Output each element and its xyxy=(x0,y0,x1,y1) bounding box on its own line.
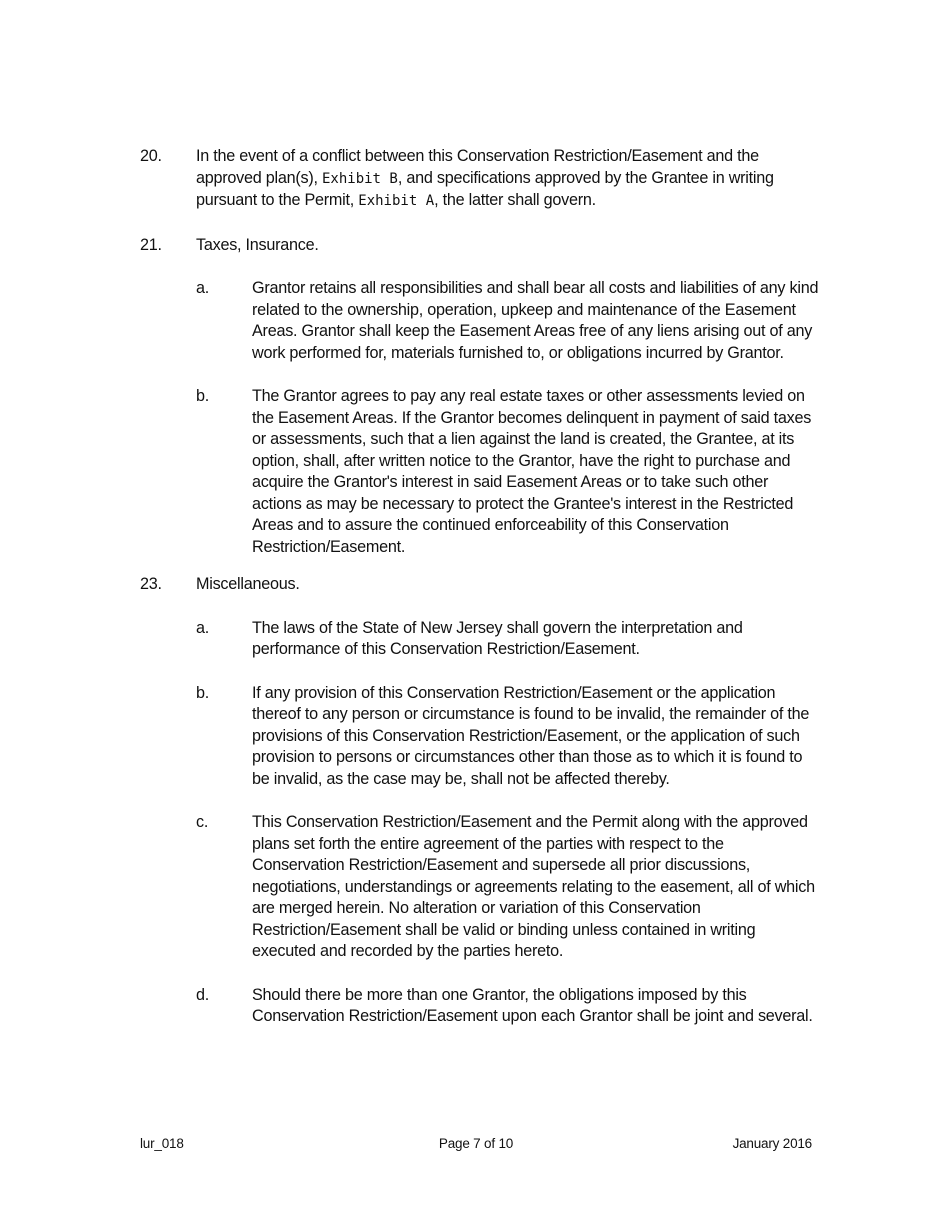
section-text-part: In the event of a conflict between this Conservation Restriction/Easement and the approved plan(s), xyxy=(196,147,759,187)
subsection-letter: d. xyxy=(196,985,210,1004)
subsection-text: This Conservation Restriction/Easement and the Permit along with the approved plans set forth the entire agreement of the parties with respect to the Conservation Restriction/Easement and supersede all prior discussions, negotiations, understandings or agreements relating to the easement, all of which are merged herein. No alteration or variation of this Conservation Restriction/Easement shall be valid or binding unless contained in writing executed and recorded by the parties hereto. xyxy=(252,813,815,960)
section-text-part: , the latter shall govern. xyxy=(434,191,596,209)
section-20 xyxy=(140,146,820,213)
subsection-21b xyxy=(140,386,820,558)
section-heading: Miscellaneous. xyxy=(196,575,300,593)
section-number: 23. xyxy=(140,575,162,593)
subsection-letter: b. xyxy=(196,683,210,702)
subsection-text: Grantor retains all responsibilities and shall bear all costs and liabilities of any kind related to the ownership, operation, upkeep and maintenance of the Easement Areas. Grantor shall keep the Easement Areas free of any liens arising out of any work performed for, materials furnished to, or obligations incurred by Grantor. xyxy=(252,279,819,362)
subsection-letter: a. xyxy=(196,618,210,637)
subsection-letter: b. xyxy=(196,387,210,405)
subsection-23b xyxy=(140,683,820,791)
section-text-part: , and specifications approved by the Grantee in writing pursuant to the Permit, xyxy=(196,168,774,209)
footer-date: January 2016 xyxy=(732,1136,812,1151)
section-21 xyxy=(140,235,820,257)
exhibit-b-reference: Exhibit B xyxy=(321,170,398,187)
footer-page-number: Page 7 of 10 xyxy=(438,1136,514,1151)
subsection-23d xyxy=(140,985,820,1028)
subsection-text: Should there be more than one Grantor, the obligations imposed by this Conservation Restriction/Easement upon each Grantor shall be joint and several. xyxy=(252,985,813,1025)
subsection-23a xyxy=(140,618,820,661)
page-footer xyxy=(140,1136,812,1156)
section-heading: Taxes, Insurance. xyxy=(196,235,319,254)
section-23 xyxy=(140,574,820,596)
footer-form-id: lur_018 xyxy=(140,1136,184,1151)
subsection-text: The laws of the State of New Jersey shall govern the interpretation and performance of this Conservation Restriction/Easement. xyxy=(252,618,743,658)
section-text xyxy=(196,146,820,213)
section-number: 21. xyxy=(140,235,162,254)
subsection-letter: a. xyxy=(196,279,210,297)
exhibit-a-reference: Exhibit A xyxy=(358,193,435,209)
subsection-text: If any provision of this Conservation Restriction/Easement or the application thereof to any person or circumstance is found to be invalid, the remainder of the provisions of this Conservation Restriction/Easement, or the application of such provision to persons or circumstances other than those as to which it is found to be invalid, as the case may be, shall not be affected thereby. xyxy=(252,683,810,788)
subsection-21a xyxy=(140,278,820,364)
subsection-text: The Grantor agrees to pay any real estate taxes or other assessments levied on the Easement Areas. If the Grantor becomes delinquent in payment of said taxes or assessments, such that a lien against the land is created, the Grantee, at its option, shall, after written notice to the Grantor, have the right to purchase and acquire the Grantor's interest in said Easement Areas or to take such other actions as may be necessary to protect the Grantee's interest in the Restricted Areas and to assure the continued enforceability of this Conservation Restriction/Easement. xyxy=(252,387,812,556)
subsection-23c xyxy=(140,812,820,963)
subsection-letter: c. xyxy=(196,813,209,831)
section-number: 20. xyxy=(140,147,162,165)
document-body xyxy=(140,146,820,1028)
